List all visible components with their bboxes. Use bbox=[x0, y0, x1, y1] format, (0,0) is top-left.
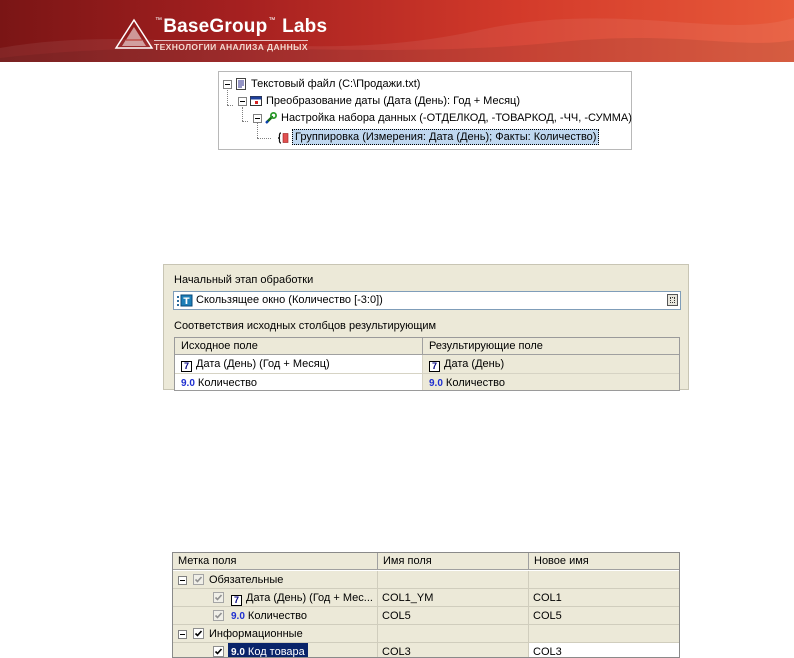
field-label-text: Дата (День) (Год + Мес... bbox=[246, 592, 373, 604]
source-field-name: Дата (День) (Год + Месяц) bbox=[196, 358, 330, 370]
field-group-row-mandatory[interactable] bbox=[173, 571, 679, 589]
check-icon bbox=[194, 575, 203, 584]
column-header-result[interactable]: Результирующие поле bbox=[423, 338, 680, 354]
table-row[interactable] bbox=[175, 374, 680, 391]
tree-node-label: Преобразование даты (Дата (День): Год + Месяц) bbox=[266, 95, 520, 107]
table-row[interactable] bbox=[175, 355, 680, 374]
brand-name-main: BaseGroup bbox=[163, 16, 268, 37]
column-header-field-label[interactable]: Метка поля bbox=[173, 553, 378, 570]
field-label bbox=[228, 643, 308, 658]
mapping-label: Соответствия исходных столбцов результирующим bbox=[174, 320, 437, 332]
numeric-type-icon: 9.0 bbox=[181, 378, 195, 389]
group-checkbox[interactable] bbox=[193, 628, 204, 639]
field-checkbox[interactable] bbox=[213, 610, 224, 621]
check-icon bbox=[214, 593, 223, 602]
column-mapping-grid bbox=[174, 337, 680, 391]
tree-connector bbox=[257, 123, 258, 138]
field-label-cell[interactable] bbox=[173, 571, 378, 589]
field-name-cell: COL3 bbox=[378, 643, 529, 658]
field-name-cell: COL1_YM bbox=[378, 589, 529, 607]
column-header-new-name[interactable]: Новое имя bbox=[529, 553, 679, 570]
field-checkbox[interactable] bbox=[213, 646, 224, 657]
field-label-cell[interactable] bbox=[173, 625, 378, 643]
column-header-field-name[interactable]: Имя поля bbox=[378, 553, 529, 570]
field-label-text: Код товара bbox=[247, 646, 305, 658]
wrench-icon bbox=[265, 112, 277, 124]
check-icon bbox=[214, 647, 223, 656]
result-field-cell[interactable] bbox=[423, 374, 680, 391]
column-header-source[interactable]: Исходное поле bbox=[175, 338, 423, 354]
text-file-icon bbox=[235, 78, 247, 90]
header-banner bbox=[0, 0, 794, 62]
date-type-icon: 7 bbox=[231, 595, 242, 606]
group-label: Обязательные bbox=[209, 574, 284, 586]
field-checkbox[interactable] bbox=[213, 592, 224, 603]
collapse-toggle[interactable] bbox=[253, 114, 262, 123]
brand-name-labs: Labs bbox=[282, 16, 328, 37]
check-icon bbox=[214, 611, 223, 620]
scenario-tree bbox=[218, 71, 632, 150]
field-label-text: Количество bbox=[247, 610, 307, 622]
start-stage-label: Начальный этап обработки bbox=[174, 274, 314, 286]
field-name-cell bbox=[378, 571, 529, 589]
start-stage-value: Скользящее окно (Количество [-3:0]) bbox=[196, 294, 383, 306]
source-field-cell[interactable] bbox=[175, 355, 423, 373]
trademark-symbol: ™ bbox=[268, 17, 276, 24]
tree-connector bbox=[257, 138, 271, 139]
grouping-icon bbox=[277, 132, 289, 144]
new-name-cell bbox=[529, 571, 679, 589]
svg-text:Т: Т bbox=[183, 297, 190, 307]
field-name-cell bbox=[378, 625, 529, 643]
result-field-cell[interactable] bbox=[423, 355, 680, 373]
group-label: Информационные bbox=[209, 628, 303, 640]
collapse-toggle[interactable] bbox=[178, 576, 187, 585]
start-stage-combo[interactable] bbox=[173, 291, 681, 310]
tree-connector bbox=[242, 107, 243, 121]
numeric-type-icon: 9.0 bbox=[429, 378, 443, 389]
tree-connector bbox=[242, 121, 248, 122]
collapse-toggle[interactable] bbox=[223, 80, 232, 89]
table-row[interactable] bbox=[173, 607, 679, 625]
new-name-cell[interactable]: COL5 bbox=[529, 607, 679, 625]
field-label bbox=[231, 607, 307, 625]
new-name-cell bbox=[529, 625, 679, 643]
brand-name bbox=[154, 16, 327, 38]
result-field-name: Дата (День) bbox=[444, 358, 505, 370]
numeric-type-icon: 9.0 bbox=[231, 647, 245, 658]
new-name-cell[interactable]: COL1 bbox=[529, 589, 679, 607]
trademark-symbol: ™ bbox=[155, 17, 163, 24]
field-label-cell[interactable] bbox=[173, 607, 378, 625]
tree-node-label: Группировка (Измерения: Дата (День); Факты: Количество) bbox=[292, 129, 599, 145]
brand-tagline: ТЕХНОЛОГИИ АНАЛИЗА ДАННЫХ bbox=[154, 42, 308, 52]
ellipsis-button[interactable] bbox=[667, 294, 678, 306]
date-transform-icon bbox=[250, 95, 262, 107]
basegroup-logo bbox=[114, 12, 334, 56]
group-checkbox[interactable] bbox=[193, 574, 204, 585]
field-label bbox=[231, 589, 373, 607]
table-row-selected[interactable] bbox=[173, 643, 679, 658]
tree-node-label: Текстовый файл (С:\Продажи.txt) bbox=[251, 78, 421, 90]
result-field-name: Количество bbox=[445, 377, 505, 389]
field-name-cell: COL5 bbox=[378, 607, 529, 625]
table-row[interactable] bbox=[173, 589, 679, 607]
source-field-cell[interactable] bbox=[175, 374, 423, 391]
tree-node-label: Настройка набора данных (-ОТДЕЛКОД, -ТОВАРКОД, -ЧЧ, -СУММА) bbox=[281, 112, 632, 124]
logo-triangle-icon bbox=[114, 18, 154, 50]
date-type-icon: 7 bbox=[181, 361, 192, 372]
field-mapping-grid bbox=[172, 552, 680, 658]
field-label-cell[interactable] bbox=[173, 643, 378, 658]
source-field-name: Количество bbox=[197, 377, 257, 389]
processing-settings-panel bbox=[163, 264, 689, 390]
new-name-cell[interactable]: COL3 bbox=[529, 643, 679, 658]
check-icon bbox=[194, 629, 203, 638]
field-label-cell[interactable] bbox=[173, 589, 378, 607]
collapse-toggle[interactable] bbox=[178, 630, 187, 639]
tree-connector bbox=[227, 90, 228, 105]
sliding-window-icon bbox=[177, 294, 193, 307]
numeric-type-icon: 9.0 bbox=[231, 611, 245, 622]
grid-header bbox=[175, 338, 680, 355]
collapse-toggle[interactable] bbox=[238, 97, 247, 106]
field-group-row-informational[interactable] bbox=[173, 625, 679, 643]
tree-connector bbox=[227, 105, 233, 106]
date-type-icon: 7 bbox=[429, 361, 440, 372]
